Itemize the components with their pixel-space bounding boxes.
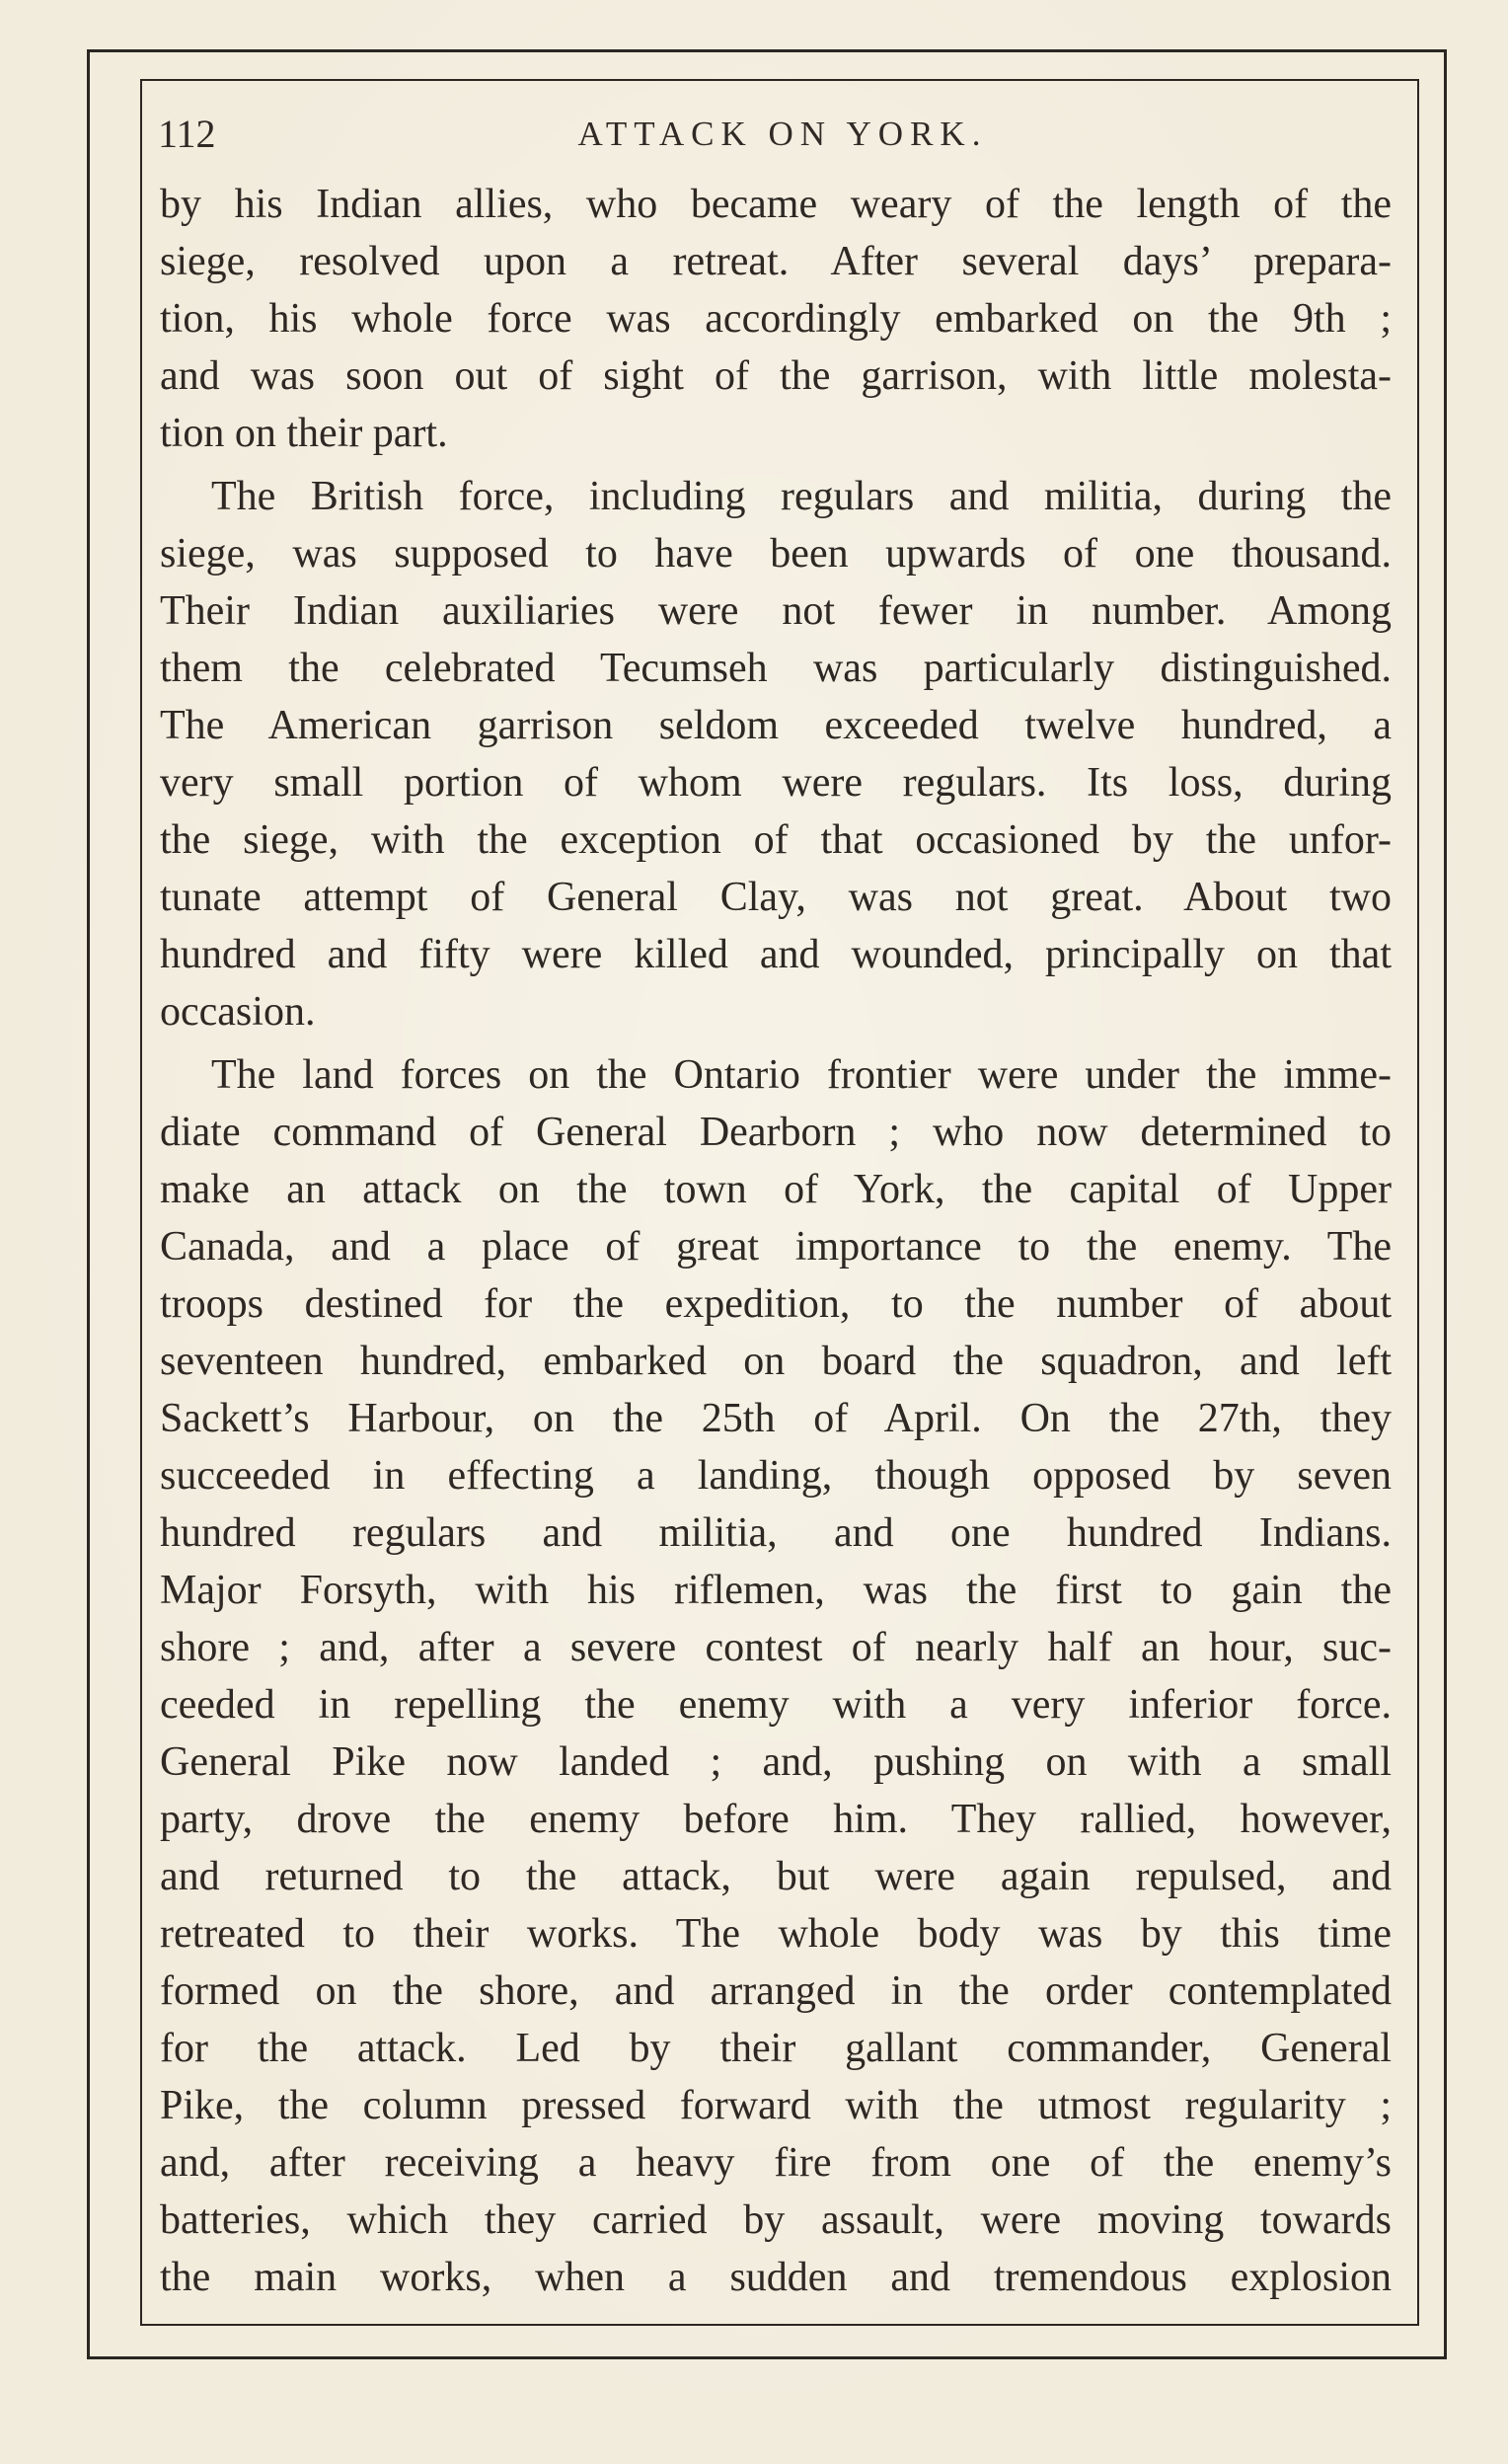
text-line: batteries, which they carried by assault, were moving towards <box>160 2197 1392 2243</box>
text-line: ceeded in repelling the enemy with a very inferior force. <box>160 1682 1392 1728</box>
text-line: Their Indian auxiliaries were not fewer in number. Among <box>160 588 1392 634</box>
text-line: shore ; and, after a severe contest of nearly half an hour, suc- <box>160 1625 1392 1670</box>
text-line: tion on their part. <box>160 411 448 456</box>
text-line: succeeded in effecting a landing, though opposed by seven <box>160 1453 1392 1499</box>
text-line: them the celebrated Tecumseh was particularly distinguished. <box>160 646 1392 691</box>
text-line: and returned to the attack, but were again repulsed, and <box>160 1854 1392 1899</box>
paragraph-1 <box>160 176 1392 462</box>
text-line: Sackett’s Harbour, on the 25th of April. On the 27th, they <box>160 1396 1392 1441</box>
text-line: for the attack. Led by their gallant commander, General <box>160 2026 1392 2071</box>
text-line: party, drove the enemy before him. They rallied, however, <box>160 1797 1392 1842</box>
text-line: retreated to their works. The whole body was by this time <box>160 1911 1392 1957</box>
text-line: troops destined for the expedition, to the number of about <box>160 1281 1392 1327</box>
text-line: diate command of General Dearborn ; who now determined to <box>160 1110 1392 1155</box>
running-title: ATTACK ON YORK. <box>577 115 988 153</box>
text-line: The American garrison seldom exceeded twelve hundred, a <box>160 703 1392 748</box>
text-line: siege, was supposed to have been upwards of one thousand. <box>160 531 1392 577</box>
paragraph-3 <box>160 1046 1392 2306</box>
text-line: Major Forsyth, with his riflemen, was the first to gain the <box>160 1568 1392 1613</box>
body-text <box>160 176 1392 2308</box>
text-line: occasion. <box>160 989 316 1035</box>
text-line: tion, his whole force was accordingly embarked on the 9th ; <box>160 296 1392 342</box>
text-line: make an attack on the town of York, the capital of Upper <box>160 1167 1392 1212</box>
text-line: General Pike now landed ; and, pushing on with a small <box>160 1739 1392 1785</box>
text-line: very small portion of whom were regulars. Its loss, during <box>160 760 1392 806</box>
text-line: Canada, and a place of great importance to the enemy. The <box>160 1224 1392 1270</box>
text-line: hundred and fifty were killed and wounded, principally on that <box>160 932 1392 977</box>
text-line: and was soon out of sight of the garrison, with little molesta- <box>160 353 1392 399</box>
text-line: and, after receiving a heavy fire from one of the enemy’s <box>160 2140 1392 2186</box>
text-line: by his Indian allies, who became weary of the length of the <box>160 182 1392 227</box>
text-line: tunate attempt of General Clay, was not great. About two <box>160 875 1392 920</box>
text-line: Pike, the column pressed forward with the utmost regularity ; <box>160 2083 1392 2128</box>
page-number: 112 <box>158 112 216 156</box>
text-line: the main works, when a sudden and tremendous explosion <box>160 2255 1392 2300</box>
text-line: The British force, including regulars and militia, during the <box>211 474 1392 519</box>
text-line: The land forces on the Ontario frontier were under the imme- <box>211 1052 1392 1098</box>
text-line: hundred regulars and militia, and one hundred Indians. <box>160 1510 1392 1556</box>
text-line: the siege, with the exception of that occasioned by the unfor- <box>160 817 1392 863</box>
page-header <box>156 111 1390 170</box>
text-line: seventeen hundred, embarked on board the squadron, and left <box>160 1339 1392 1384</box>
text-line: formed on the shore, and arranged in the order contemplated <box>160 1968 1392 2014</box>
text-line: siege, resolved upon a retreat. After several days’ prepara- <box>160 239 1392 284</box>
paragraph-2 <box>160 468 1392 1040</box>
